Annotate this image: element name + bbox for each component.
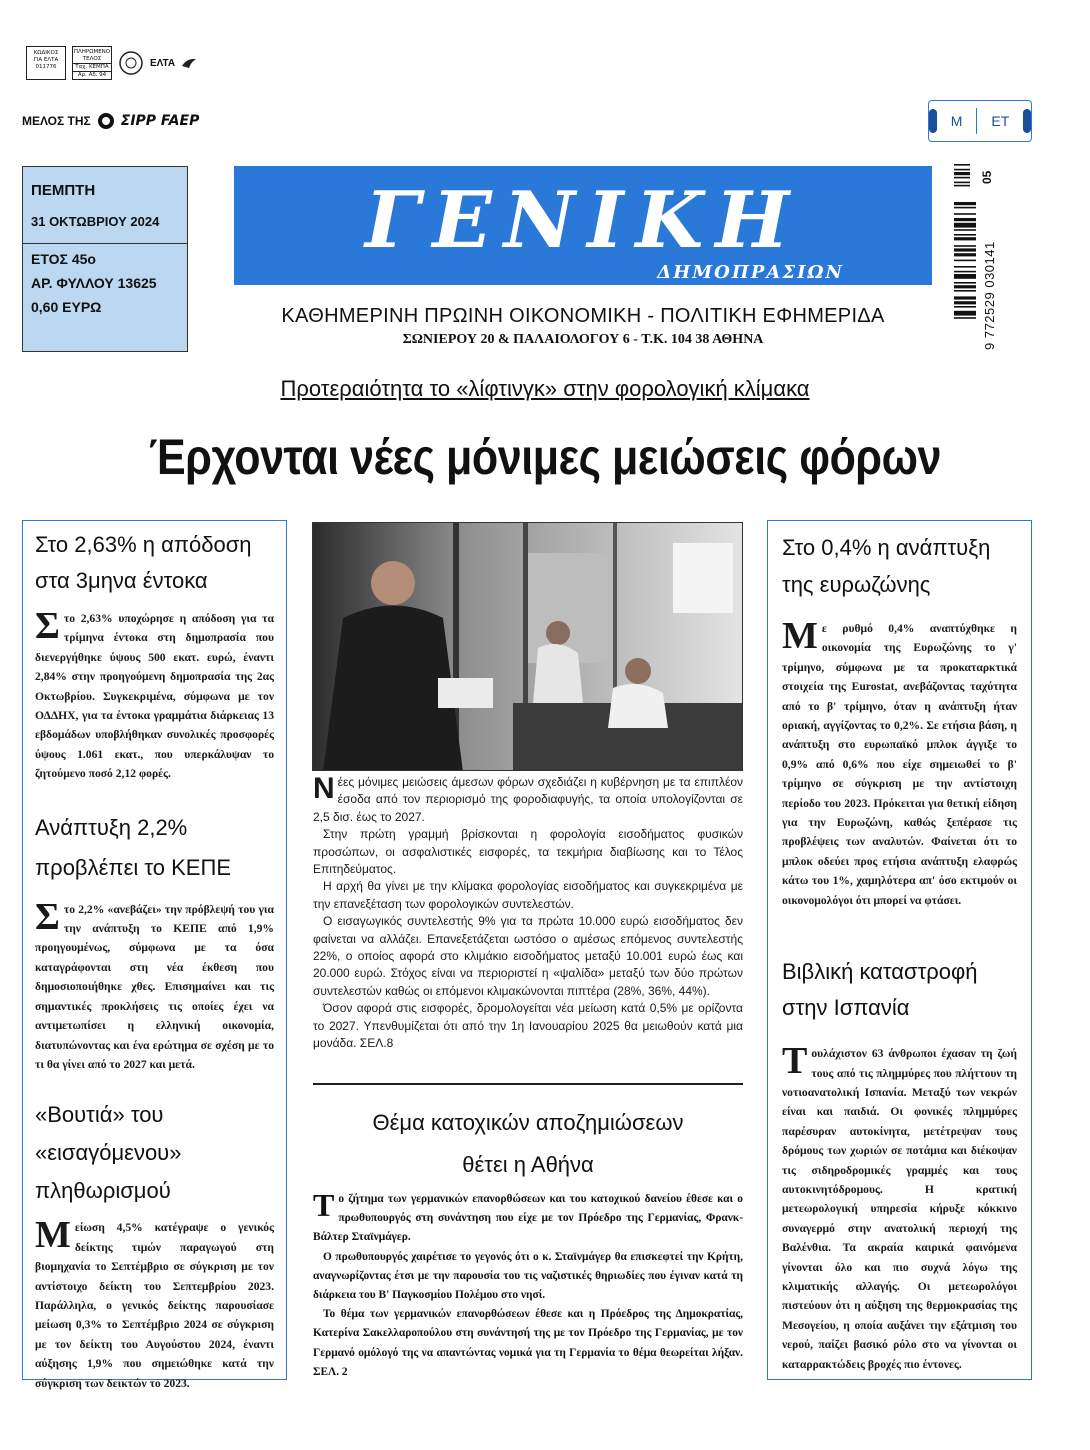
lead-photo bbox=[312, 522, 743, 771]
postage-line: Ταχ. ΚΕΜΠΑ bbox=[73, 64, 111, 72]
left-story1-text: το 2,63% υποχώρησε η απόδοση για τα τρίμηνα έντοκα στη δημοπρασία που διενεργήθηκε ύψους 500 εκατ. ευρώ, έναντι 2,84% στην προηγούμενη δημοπρασία της 2ας Οκτωβρίου. Συγκεκριμένα, σύμφωνα με τον ΟΔΔΗΧ, για τα έντοκα γραμμάτια διάρκειας 13 εβδομάδων υποβλήθηκαν συνολικές προσφορές ύψους 1.061 εκατ., που υπερκάλυψαν το ζητούμενο ποσό 2,12 φορές. bbox=[35, 612, 274, 781]
lead-paragraph: Όσον αφορά στις εισφορές, δρομολογείται νέα μείωση κατά 0,5% με ορίζοντα το 2027. Υπενθυμίζεται ότι από την 1η Ιανουαρίου 2025 θα μειωθούν κατά μια μονάδα. ΣΕΛ.8 bbox=[313, 1001, 743, 1051]
story2-title bbox=[313, 1105, 743, 1183]
postal-info bbox=[26, 46, 197, 80]
left-story2-body bbox=[35, 895, 274, 1075]
met-badge bbox=[928, 100, 1032, 142]
left-column bbox=[22, 520, 287, 1390]
left-story2-text: το 2,2% «ανεβάζει» την πρόβλεψή του για την ανάπτυξη το ΚΕΠΕ από 1,9% προηγουμένως, σύμφωνα με τα όσα καταγράφονται στη νέα έκθεση που δημοσιοποιήθηκε χθες. Επισημαίνει και τις σημαντικές προκλήσεις τις οποίες έχει να αντιμετωπίσει η ελληνική οικονομία, διατυπώνοντας και ένα ερώτημα σε σχέση με το τι θα γίνει από το 2027 και μετά. bbox=[35, 902, 274, 1071]
postage-line: ΠΛΗΡΩΜΕΝΟ ΤΕΛΟΣ bbox=[73, 49, 111, 62]
drop-cap: Σ bbox=[35, 895, 60, 938]
elta-seal-icon bbox=[118, 50, 144, 76]
post-code-line: 011776 bbox=[35, 64, 57, 70]
met-right-label: ΕΤ bbox=[991, 113, 1010, 129]
member-label: ΜΕΛΟΣ ΤΗΣ bbox=[22, 114, 91, 128]
fipp-logo-icon bbox=[97, 112, 115, 130]
left-story2-title: Ανάπτυξη 2,2% προβλέπει το ΚΕΠΕ bbox=[35, 814, 232, 880]
right-story1-text: ε ρυθμό 0,4% αναπτύχθηκε η οικονομία της Ευρωζώνης το γ' τρίμηνο, σύμφωνα με τα προκαταρκτικά στοιχεία της Eurostat, ανεβάζοντας ταχύτητα από το β' τρίμηνο, όταν η ανάπτυξη ήταν οριακή, αγγίζοντας το 0,2%. Σε ετήσια βάση, η ανάπτυξη στο ευρωπαϊκό μπλοκ άγγιξε το 0,9% από 0,6% που είχε σημειωθεί το β' τρίμηνο σε σύγκριση με την αντίστοιχη περίοδο του 2023. Πρόκειται για θετική είδηση για την Ευρωζώνη, καθώς ξεπέρασε τις προβλέψεις των αναλυτών. Φαίνεται ότι το μπλοκ οδεύει προς ετήσια ανάπτυξη ελαφρώς κάτω του 1%, χαμηλότερα απ' όσο εκτιμούν οι οικονομολόγοι ότι μπορεί να φτάσει. bbox=[782, 622, 1017, 907]
right-story1-body bbox=[782, 615, 1017, 910]
barcode-addon: 05 bbox=[980, 170, 994, 184]
left-story3-body bbox=[35, 1214, 274, 1393]
lead-p1: έες μόνιμες μειώσεις άμεσων φόρων σχεδιάζει η κυβέρνηση με τα επιπλέον έσοδα από τον περιορισμό της φοροδιαφυγής, τα οποία υπολογίζονται σε 2,5 δισ. έως το 2027. bbox=[313, 775, 743, 824]
met-left-label: Μ bbox=[950, 113, 963, 129]
center-divider bbox=[313, 1083, 743, 1085]
left-story1-body bbox=[35, 605, 274, 784]
left-story3-text: είωση 4,5% κατέγραψε ο γενικός δείκτης τιμών παραγωγού στη βιομηχανία το Σεπτέμβριο σε σύγκριση με τον αντίστοιχο δείκτη του Σεπτεμβρίου 2023. Παράλληλα, ο γενικός δείκτης παρουσίασε μείωση 0,3% το Σεπτέμβριο 2024 σε σύγκριση με τον δείκτη του Αυγούστου 2024, έναντι αύξησης 1,9% που σημειώθηκε κατά την σύγκριση των δεικτών το 2023. bbox=[35, 1221, 274, 1390]
lead-body bbox=[313, 774, 743, 1053]
right-story2-title: Βιβλική καταστροφή στην Ισπανία bbox=[782, 959, 978, 1021]
newspaper-subtitle: ΔΗΜΟΠΡΑΣΙΩΝ bbox=[657, 262, 844, 283]
postage-box bbox=[72, 46, 112, 80]
story2-paragraph: Το θέμα των γερμανικών επανορθώσεων έθεσε και η Πρόεδρος της Δημοκρατίας, Κατερίνα Σακελλαροπούλου στη συνάντησή της με τον Πρόεδρο της Γερμανίας, με τον Γερμανό ομόλογό της να απαντώντας νομικά για τη Γερμανία το θέμα θεωρείται λήξαν. ΣΕΛ. 2 bbox=[313, 1308, 743, 1378]
lead-paragraph: Στην πρώτη γραμμή βρίσκονται η φορολογία εισοδήματος φυσικών προσώπων, οι ασφαλιστικές εισφορές, τα τεκμήρια διαβίωσης και το Τέλος Επιτηδεύματος. bbox=[313, 827, 743, 877]
right-column bbox=[767, 520, 1032, 1380]
lead-paragraph: Η αρχή θα γίνει με την κλίμακα φορολογίας εισοδήματος και συγκεκριμένα με την επανεξέταση των φορολογικών συντελεστών. bbox=[313, 879, 743, 911]
tax-office-photo-icon bbox=[313, 523, 743, 771]
member-line bbox=[22, 112, 199, 130]
story2-title-line2: θέτει η Αθήνα bbox=[462, 1152, 594, 1177]
post-code-line: ΚΩΔΙΚΟΣ bbox=[33, 50, 59, 56]
price-label: 0,60 ΕΥΡΩ bbox=[31, 299, 102, 315]
elta-bird-icon bbox=[181, 56, 197, 70]
lead-kicker: Προτεραιότητα το «λίφτινγκ» στην φορολογική κλίμακα bbox=[280, 376, 810, 401]
address: ΣΩΝΙΕΡΟΥ 20 & ΠΑΛΑΙΟΛΟΓΟΥ 6 - Τ.Κ. 104 38 ΑΘΗΝΑ bbox=[402, 332, 764, 347]
right-story2-text: ουλάχιστον 63 άνθρωποι έχασαν τη ζωή τους από τις πλημμύρες που πλήττουν τη νοτιοανατολική Ισπανία. Μεταξύ των νεκρών είναι και παιδιά. Οι φονικές πλημμύρες παρέσυραν αυτοκίνητα, μετέτρεψαν τους δρόμους των χωριών σε ποτάμια και διέκοψαν τις σιδηροδρομικές γραμμές και τους αυτοκινητόδρομους. Η κρατική μετεωρολογική υπηρεσία κήρυξε κόκκινο συναγερμό στην ανατολική περιοχή της Βαλένθια. Τα ακραία καιρικά φαινόμενα γίνονται όλο και πιο συχνά λόγω της κλιματικής αλλαγής. Οι μετεωρολόγοι πιστεύουν ότι η αύξηση της θερμοκρασίας της Μεσογείου, η οποία αυξάνει την εξάτμιση του νερού, παίζει βασικό ρόλο στο να γίνονται οι καταρρακτώδεις βροχές πιο έντονες. bbox=[782, 1047, 1017, 1371]
left-story3-title: «Βουτιά» του «εισαγόμενου» πληθωρισμού bbox=[35, 1102, 182, 1204]
post-code-box bbox=[26, 46, 66, 80]
drop-cap: Τ bbox=[313, 1187, 335, 1223]
issue-label: ΑΡ. ΦΥΛΛΟΥ 13625 bbox=[31, 275, 157, 291]
drop-cap: Σ bbox=[35, 605, 60, 647]
story2-paragraph bbox=[313, 1187, 743, 1248]
left-story1-title: Στο 2,63% η απόδοση στα 3μηνα έντοκα bbox=[35, 532, 252, 593]
newspaper-title: ΓΕΝΙΚΗ bbox=[364, 175, 802, 266]
story2-body bbox=[313, 1187, 743, 1382]
barcode-number: 9 772529 030141 bbox=[982, 241, 997, 350]
day-label: ΠΕΜΠΤΗ bbox=[31, 182, 96, 199]
right-story1-title: Στο 0,4% η ανάπτυξη της ευρωζώνης bbox=[782, 535, 991, 597]
elta-label: ΕΛΤΑ bbox=[150, 57, 176, 69]
right-story2-body bbox=[782, 1040, 1017, 1374]
lead-headline: Έρχονται νέες μόνιμες μειώσεις φόρων bbox=[149, 429, 941, 485]
date-block bbox=[22, 166, 188, 352]
met-right-cap bbox=[1023, 109, 1031, 133]
met-divider bbox=[976, 108, 977, 134]
date-divider bbox=[23, 243, 187, 244]
date-label: 31 ΟΚΤΩΒΡΙΟΥ 2024 bbox=[31, 214, 160, 229]
post-code-line: ΓΙΑ ΕΛΤΑ bbox=[33, 57, 59, 63]
year-label: ΕΤΟΣ 45ο bbox=[31, 251, 96, 267]
lead-paragraph bbox=[313, 774, 743, 826]
postage-line: Αρ. Αδ. 94 bbox=[77, 72, 107, 78]
story2-paragraph: Ο πρωθυπουργός χαιρέτισε το γεγονός ότι ο κ. Σταϊνμάγερ θα επισκεφτεί την Κρήτη, αναγνωρίζοντας έτσι με την παρουσία του τις ναζιστικές θηριωδίες που έγιναν κατά τη διάρκεια του Β' Παγκοσμίου Πολέμου στο νησί. bbox=[313, 1250, 743, 1302]
member-logo: ΣΙΡΡ FAEP bbox=[120, 113, 200, 129]
lead-paragraph: Ο εισαγωγικός συντελεστής 9% για τα πρώτα 10.000 ευρώ εισοδήματος δεν φαίνεται να αλλάζει. Επανεξετάζεται ωστόσο ο αμέσως επόμενος συντελεστής 22%, ο οποίος αφορά στο κλιμάκιο εισοδήματος μεταξύ 10.001 ευρώ έως και 20.000 ευρώ. Στόχος είναι να περιοριστεί η «ψαλίδα» μεταξύ των δύο πρώτων συντελεστών καθώς οι επόμενοι κλιμακώνονται πιπτέρα (28%, 36%, 44%). bbox=[313, 914, 743, 998]
drop-cap: Ν bbox=[313, 772, 335, 805]
barcode bbox=[952, 162, 1006, 352]
met-left-cap bbox=[929, 109, 937, 133]
drop-cap: Τ bbox=[782, 1040, 808, 1083]
story2-title-line1: Θέμα κατοχικών αποζημιώσεων bbox=[372, 1110, 684, 1135]
drop-cap: Μ bbox=[35, 1214, 71, 1257]
barcode-bars-icon bbox=[952, 162, 978, 352]
story2-p1: ο ζήτημα των γερμανικών επανορθώσεων και του κατοχικού δανείου έθεσε και ο πρωθυπουργός στη συνάντηση που είχε με τον Πρόεδρο της Γερμανίας, Φρανκ-Βάλτερ Σταϊνμάγερ. bbox=[313, 1193, 743, 1244]
drop-cap: Μ bbox=[782, 615, 818, 657]
masthead-banner bbox=[234, 166, 932, 285]
tagline: ΚΑΘΗΜΕΡΙΝΗ ΠΡΩΙΝΗ ΟΙΚΟΝΟΜΙΚΗ - ΠΟΛΙΤΙΚΗ ΕΦΗΜΕΡΙΔΑ bbox=[281, 305, 885, 327]
